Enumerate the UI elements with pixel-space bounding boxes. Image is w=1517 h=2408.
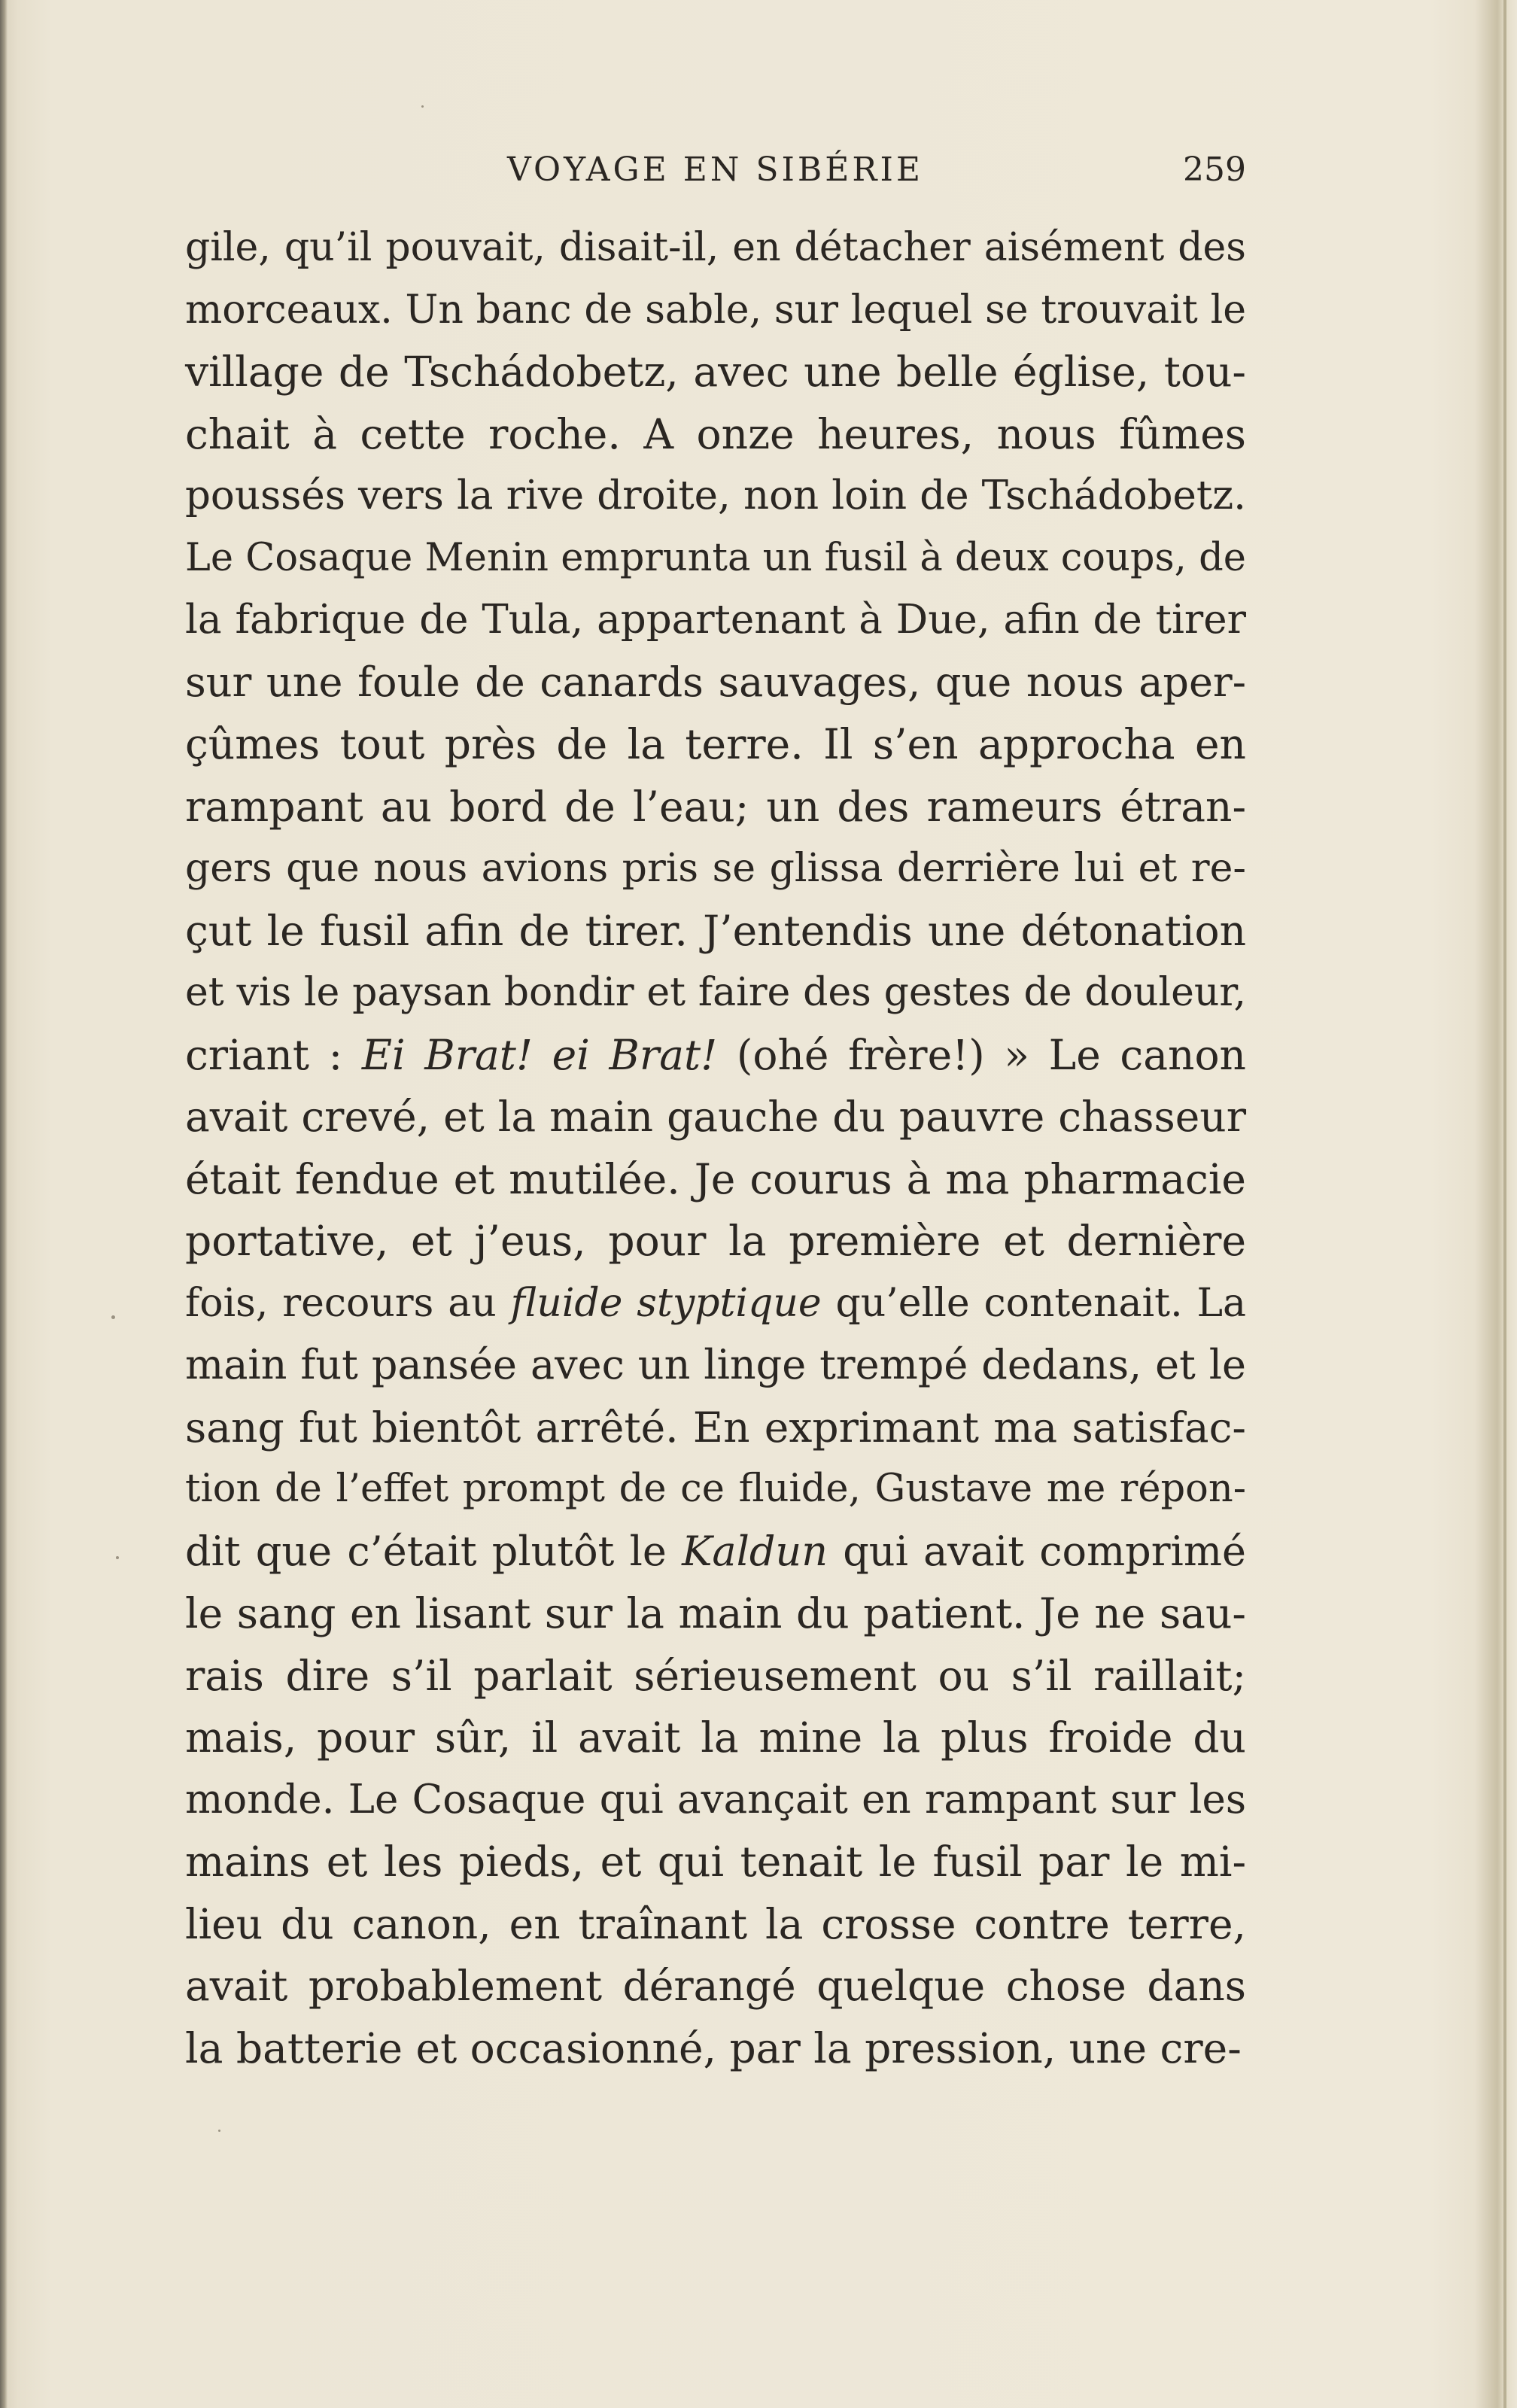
page-header [185, 147, 1246, 196]
text-line [185, 1458, 1246, 1521]
text-line [185, 403, 1246, 466]
text-run: criant : [185, 1030, 362, 1079]
text-line [185, 962, 1246, 1024]
italic-phrase: Ei Brat! ei Brat! [361, 1030, 718, 1079]
text-line [185, 341, 1246, 403]
text-line [185, 900, 1246, 962]
paper-speck [421, 105, 424, 108]
text-line [185, 279, 1246, 342]
text-segment: lieu du canon, en traînant la crosse contre terre, [185, 1899, 1246, 1948]
text-line [185, 528, 1246, 590]
text-line [185, 1831, 1246, 1893]
text-line [185, 713, 1246, 776]
italic-phrase: fluide styptique [510, 1280, 822, 1326]
text-segment: mais, pour sûr, il avait la mine la plus froide du [185, 1713, 1246, 1762]
text-line [185, 465, 1246, 528]
running-title: VOYAGE EN SIBÉRIE [507, 150, 923, 189]
italic-phrase: Kaldun [682, 1527, 828, 1575]
text-line [185, 1583, 1246, 1645]
text-run: qu’elle contenait. La [821, 1280, 1246, 1326]
text-segment: tion de l’effet prompt de ce fluide, Gustave me répon- [185, 1467, 1246, 1511]
text-segment: morceaux. Un banc de sable, sur lequel se trouvait le [185, 287, 1247, 333]
text-line [185, 1769, 1246, 1832]
text-segment: monde. Le Cosaque qui avançait en rampant sur les [185, 1776, 1247, 1823]
text-segment: était fendue et mutilée. Je courus à ma pharmacie [185, 1154, 1246, 1203]
page-edge-line [1503, 0, 1506, 2408]
text-segment: mains et les pieds, et qui tenait le fusil par le mi- [185, 1838, 1247, 1886]
text-line [185, 1024, 1246, 1087]
text-segment: gile, qu’il pouvait, disait-il, en détacher aisément des [185, 225, 1246, 270]
text-line [185, 1272, 1246, 1335]
text-segment: çûmes tout près de la terre. Il s’en approcha en [185, 720, 1246, 768]
text-segment: village de Tschádobetz, avec une belle église, tou- [185, 348, 1247, 396]
body-text [185, 217, 1246, 2079]
text-segment [185, 1521, 1246, 1583]
paper-speck [116, 1556, 119, 1559]
text-line [185, 1210, 1246, 1272]
text-line [185, 1148, 1246, 1211]
text-segment: le sang en lisant sur la main du patient. Je ne sau- [185, 1589, 1246, 1637]
page-binding-shadow [0, 0, 8, 2408]
text-run: qui avait comprimé [828, 1527, 1246, 1575]
text-segment: portative, et j’eus, pour la première et dernière [185, 1217, 1246, 1265]
text-segment: rais dire s’il parlait sérieusement ou s’il raillait; [185, 1651, 1246, 1700]
paper-speck [218, 2130, 220, 2132]
text-line [185, 1893, 1246, 1956]
text-line [185, 1334, 1246, 1397]
text-line [185, 1645, 1246, 1707]
text-segment: la batterie et occasionné, par la pression, une cre- [185, 2023, 1242, 2072]
text-run: dit que c’était plutôt le [185, 1527, 682, 1575]
text-line [185, 776, 1246, 838]
page-number: 259 [1183, 150, 1246, 189]
text-segment: Le Cosaque Menin emprunta un fusil à deux coups, de [185, 535, 1246, 580]
text-line [185, 1707, 1246, 1769]
text-segment: sang fut bientôt arrêté. En exprimant ma satisfac- [185, 1403, 1246, 1452]
text-segment: sur une foule de canards sauvages, que nous aper- [185, 658, 1246, 706]
text-line [185, 2017, 1246, 2080]
text-segment: poussés vers la rive droite, non loin de Tschádobetz. [185, 473, 1246, 518]
text-segment: la fabrique de Tula, appartenant à Due, afin de tirer [185, 597, 1246, 643]
text-line [185, 652, 1246, 714]
text-line [185, 1521, 1246, 1583]
text-segment [185, 1024, 1246, 1087]
text-line [185, 1397, 1246, 1459]
text-line [185, 838, 1246, 900]
text-segment [185, 1272, 1246, 1335]
text-segment: main fut pansée avec un linge trempé dedans, et le [185, 1341, 1247, 1388]
paper-speck [111, 1315, 115, 1319]
text-segment: rampant au bord de l’eau; un des rameurs étran- [185, 782, 1247, 831]
text-line [185, 217, 1246, 279]
text-segment: avait crevé, et la main gauche du pauvre chasseur [185, 1093, 1246, 1141]
text-segment: et vis le paysan bondir et faire des gestes de douleur, [185, 970, 1247, 1015]
text-run: fois, recours au [185, 1280, 511, 1326]
text-line [185, 1955, 1246, 2017]
text-segment: gers que nous avions pris se glissa derrière lui et re- [185, 846, 1246, 891]
text-line [185, 1086, 1246, 1148]
text-line [185, 589, 1246, 652]
text-run: (ohé frère!) » Le canon [717, 1030, 1246, 1079]
text-segment: chait à cette roche. A onze heures, nous fûmes [185, 409, 1246, 458]
text-segment: çut le fusil afin de tirer. J’entendis une détonation [185, 906, 1246, 955]
text-segment: avait probablement dérangé quelque chose dans [185, 1962, 1247, 2010]
